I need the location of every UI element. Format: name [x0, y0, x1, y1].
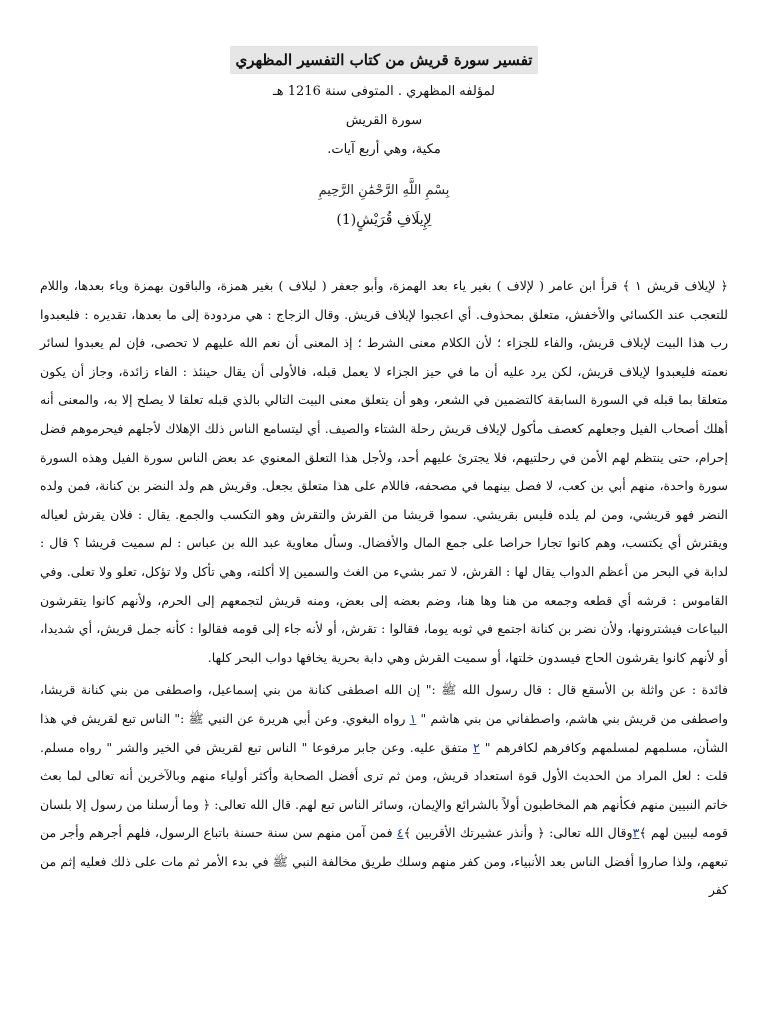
closing-text: فمن آمن منهم سن سنة حسنة باتباع الرسول، فلهم أجرهم وأجر من تبعهم، ولذا صاروا أفضل الناس بعد الأنبياء، ومن كفر منهم وسلك طريق مخالفة النبي ﷺ في بدء الأمر ثم مات على ذلك فعليه إثم من كفر: [40, 825, 728, 898]
tafsir-paragraph-main: ﴿ لإيلاف قريش ١ ﴾ قرأ ابن عامر ( لإلاف ) بغير ياء بعد الهمزة، وأبو جعفر ( ليلاف ) بغير همزة، والباقون بهمزة وياء بعدها، واللام للتعجب عند الكسائي والأخفش، متعلق بمحذوف. أي اعجبوا لإيلاف قريش. وقال الزجاج : هي مردودة إلى ما بعدها، تقديره : فليعبدوا رب هذا البيت لإيلاف قريش، والفاء للجزاء ؛ لأن الكلام معنى الشرط ؛ إذ المعنى أن نعم الله عليهم لا تحصى، فإن لم يعبدوا لسائر نعمته فليعبدوا لإيلاف قريش، لكن يرد عليه أن ما في حيز الجزاء لا يعمل قبله، فالأولى أن يقال حينئذ : الفاء زائدة، وجاز أن يكون متعلقا بما قبله في السورة السابقة كالتضمين في الشعر، وهو أن يتعلق معنى البيت التالي بالذي قبله تعلقا لا يصلح إلا به، والمعنى أنه أهلك أصحاب الفيل وجعلهم كعصف مأكول لإيلاف قريش رحلة الشتاء والصيف. أي ليتسامع الناس ذلك الإهلاك لأجلهم فيحرموهم فضل إحرام، حتى ينتظم لهم الأمن في رحلتيهم، فلا يجترئ عليهم أحد، ولأجل هذا التعلق المعنوي عد بعض الناس سورة الفيل وهذه السورة سورة واحدة، منهم أبي بن كعب، لا فصل بينهما في مصحفه، فاللام على هذا متعلق بجعل. وقريش هم ولد النضر بن كنانة، فمن ولده النضر فهو قريشي، ومن لم يلده فليس بقريشي. سموا قريشا من القرش والتقرش وهو التكسب والجمع. يقال : فلان يقرش لعياله ويقترش أي يكتسب، وهم كانوا تجارا حراصا على جمع المال والأفضال. وسأل معاوية عبد الله بن عباس : لم سميت قريشا ؟ قال : لدابة في البحر من أعظم الدواب يقال لها : القرش، لا تمر بشيء من الغث والسمين إلا أكلته، وهي تأكل ولا تؤكل، تعلو ولا تعلى. وفي القاموس : قرشه أي قطعه وجمعه من هنا وها هنا، وضم بعضه إلى بعض، ومنه قريش لتجمعهم إلى الحرم، ولأنهم كانوا يتقرشون البياعات فيشترونها، ولأن نضر بن كنانة اجتمع في ثوبه يوما، فقالوا : تقرش، أو لأنه جاء إلى قومه فقالوا : كأنه جمل قريش، أي شديدا، أو لأنهم كانوا يقرشون الحاج فيسدون خلتها، أو سميت القرش وهي دابة بحرية يخافها دواب البحر كلها.: [40, 278, 728, 665]
verse-text-4: وقال الله تعالى: ﴿ وأنذر عشيرتك الأقربين ﴾: [403, 825, 633, 841]
footnote-link-1[interactable]: ١: [409, 710, 417, 726]
footnote-link-4[interactable]: ٤: [396, 825, 404, 841]
hadith-text-2: رواه البغوي. وعن أبي هريرة عن النبي ﷺ :" الناس تبع لقريش في هذا الشأن، مسلمهم لمسلمهم وكافرهم لكافرهم ": [40, 710, 728, 755]
ayah-text: لِإِيلَافِ قُرَيْشٍ(1): [336, 212, 432, 228]
tafsir-paragraph-faida: [40, 676, 728, 905]
basmala: بِسْمِ اللَّهِ الرَّحْمَٰنِ الرَّحِيمِ: [318, 183, 450, 198]
document-title: تفسير سورة قريش من كتاب التفسير المظهري: [230, 46, 539, 74]
surah-info: مكية، وهي أربع آيات.: [327, 142, 441, 157]
document-header: [0, 0, 768, 228]
surah-name: سورة القريش: [345, 113, 423, 128]
footnote-link-3[interactable]: ٣: [632, 825, 640, 841]
tafsir-body: [40, 272, 728, 905]
footnote-link-2[interactable]: ٢: [473, 739, 480, 755]
hadith-text-3: متفق عليه. وعن جابر مرفوعا " الناس تبع لقريش في الخير والشر " رواه مسلم. قلت : لعل المراد من الحديث الأول قوة استعداد قريش، ومن ثم ترى أفضل الصحابة وأكثر أولياء منهم وبالآخرين أنه تعالى لما بعث خاتم النبيين منهم فكأنهم هم المخاطبون أولاً بالشرائع والإيمان، وسائر الناس تبع لهم. قال الله تعالى: ﴿ وما أرسلنا من رسول إلا بلسان قومه ليبين لهم ﴾: [40, 739, 728, 841]
author-line: لمؤلفه المظهري . المتوفى سنة 1216 هـ: [272, 84, 496, 99]
faida-text: فائدة : عن واثلة بن الأسقع قال : قال رسول الله ﷺ :" إن الله اصطفى كنانة من بني إسماعيل، واصطفى من بني كنانة قريشا، واصطفى من قريش بني هاشم، واصطفاني من بني هاشم ": [40, 682, 728, 726]
